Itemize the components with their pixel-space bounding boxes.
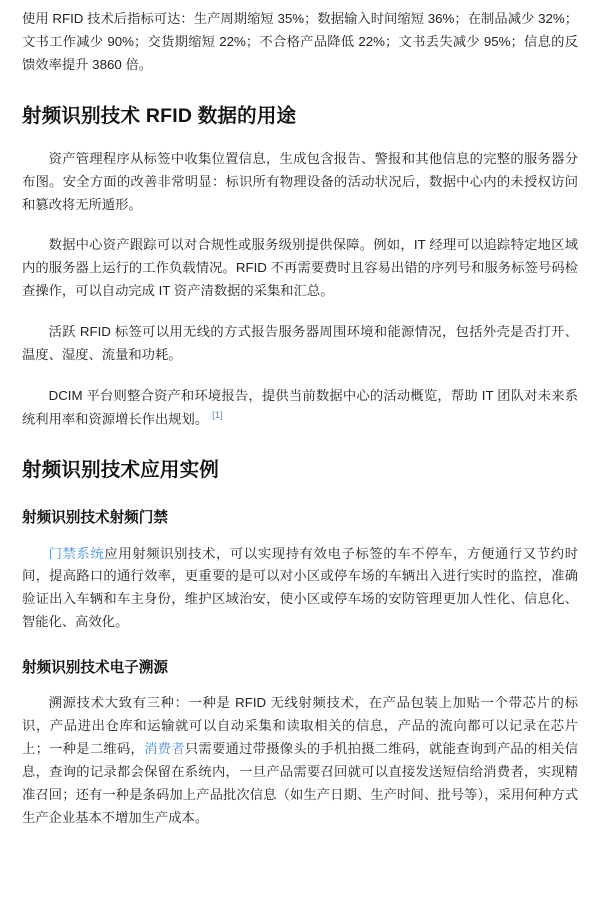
paragraph-dcim-platform [22,385,578,431]
reference-link[interactable]: [1] [212,409,223,421]
reference-marker[interactable] [212,410,223,421]
paragraph-traceability [22,692,578,829]
subheading-electronic-traceability: 射频识别技术电子溯源 [22,660,168,677]
paragraph-traceability-part-1: 溯源技术大致有三种：一种是 RFID 无线射频技术，在产品包装上加贴一个带芯片的标识，产品进出仓库和运输就可以自动采集和读取相关的信息，产品的流向都可以记录在芯片上；一种是二维码， [22,695,578,757]
paragraph-asset-management: 资产管理程序从标签中收集位置信息，生成包含报告、警报和其他信息的完整的服务器分布图。安全方面的改善非常明显：标识所有物理设备的活动状况后，数据中心内的未授权访问和篡改将无所遁形。 [22,150,578,212]
section-heading-application-examples: 射频识别技术应用实例 [22,458,220,481]
paragraph-data-center-tracking: 数据中心资产跟踪可以对合规性或服务级别提供保障。例如，IT 经理可以追踪特定地区域内的服务器上运行的工作负载情况。RFID 不再需要费时且容易出错的序列号和服务标签号码检查操作，可以自动完成 IT 资产清数据的采集和汇总。 [22,237,578,299]
paragraph-active-tags: 活跃 RFID 标签可以用无线的方式报告服务器周围环境和能源情况，包括外壳是否打开、温度、湿度、流量和功耗。 [22,324,578,362]
paragraph-access-control [22,543,578,634]
link-consumer[interactable]: 消费者 [144,741,185,757]
paragraph-traceability-part-2: 只需要通过带摄像头的手机拍摄二维码，就能查询到产品的相关信息，查询的记录都会保留在系统内，一旦产品需要召回就可以直接发送短信给消费者，实现精准召回；还有一种是条码加上产品批次信息（如生产日期、生产时间、批号等），采用何种方式生产企业基本不增加生产成本。 [22,741,579,825]
paragraph-dcim-platform-text: DCIM 平台则整合资产和环境报告，提供当前数据中心的活动概览，帮助 IT 团队对未来系统利用率和资源增长作出规划。 [22,387,578,427]
section-heading-rfid-data-usage: 射频识别技术 RFID 数据的用途 [22,104,297,127]
intro-paragraph: 使用 RFID 技术后指标可达：生产周期缩短 35%；数据输入时间缩短 36%；在制品减少 32%；文书工作减少 90%；交货期缩短 22%；不合格产品降低 22%；文书丢失减少 95%；信息的反馈效率提升 3860 倍。 [22,11,578,72]
link-access-control-system[interactable]: 门禁系统 [48,545,105,561]
subheading-rf-access-control: 射频识别技术射频门禁 [22,510,168,527]
paragraph-access-control-text: 应用射频识别技术，可以实现持有效电子标签的车不停车，方便通行又节约时间，提高路口的通行效率，更重要的是可以对小区或停车场的车辆出入进行实时的监控，准确验证出入车辆和车主身份，维护区域治安，使小区或停车场的安防管理更加人性化、信息化、智能化、高效化。 [22,545,579,630]
